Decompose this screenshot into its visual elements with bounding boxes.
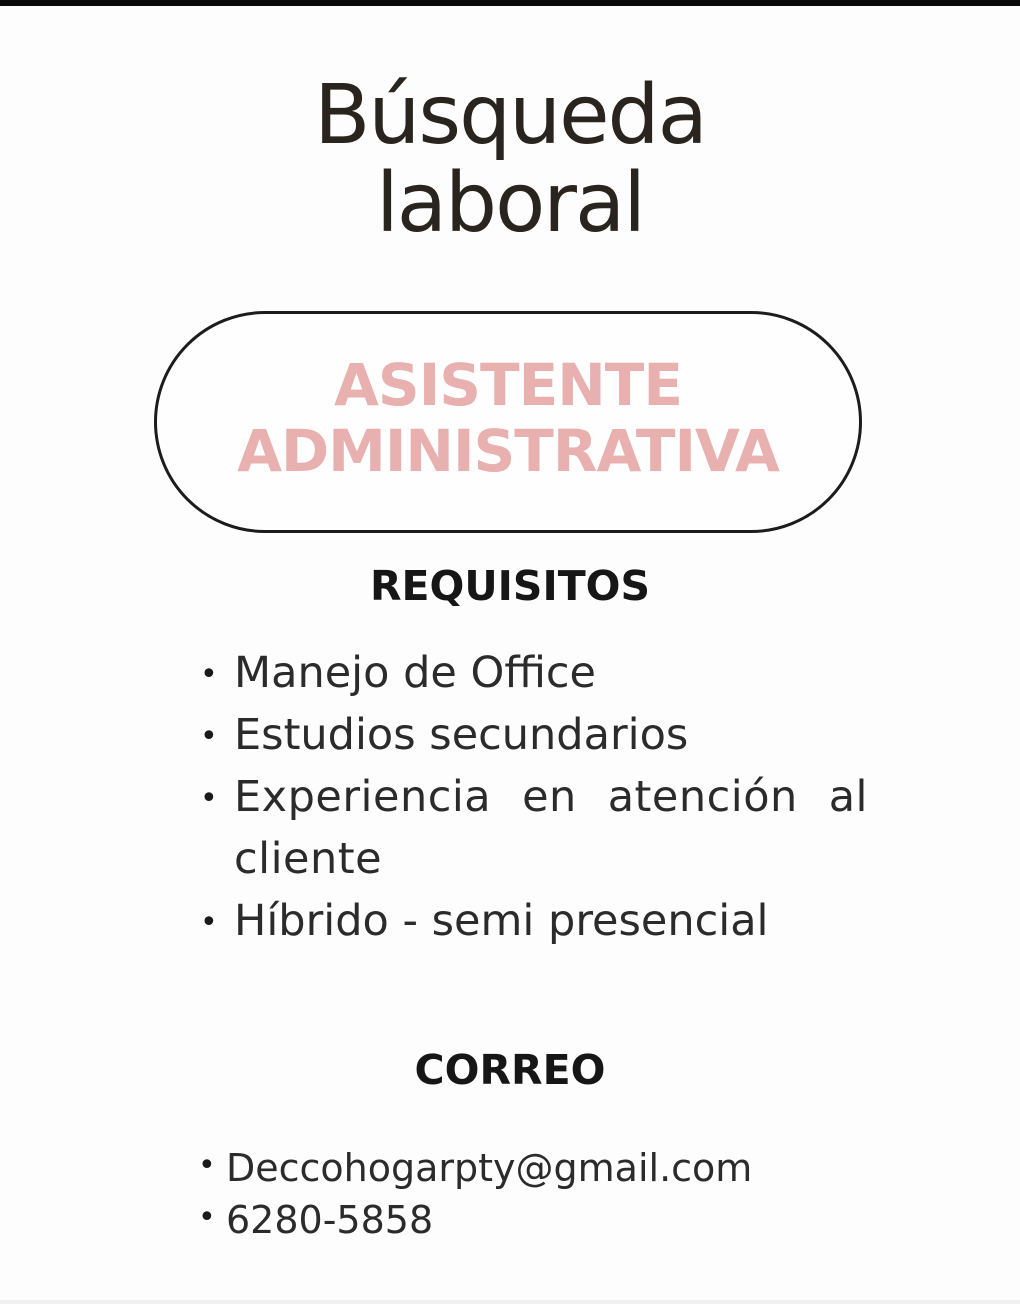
requirements-list (198, 642, 868, 952)
bullet-icon: • (200, 905, 218, 940)
list-item (198, 890, 868, 952)
requirement-text: Manejo de Office (234, 648, 597, 698)
position-title (154, 352, 862, 484)
page-title (0, 68, 1020, 251)
contact-list (196, 1142, 896, 1246)
bullet-icon: • (198, 1200, 216, 1235)
email-address[interactable]: Deccohogarpty@gmail.com (226, 1146, 753, 1190)
title-line-2: laboral (376, 156, 644, 251)
list-item (198, 704, 868, 766)
list-item (196, 1142, 896, 1194)
requirement-text: Experiencia en atención al cliente (234, 772, 868, 884)
position-line-1: ASISTENTE (334, 351, 682, 419)
title-line-1: Búsqueda (314, 68, 706, 163)
requirement-text: Estudios secundarios (234, 710, 689, 760)
phone-number[interactable]: 6280-5858 (226, 1198, 434, 1242)
list-item (198, 766, 868, 890)
position-line-2: ADMINISTRATIVA (237, 417, 779, 485)
top-border (0, 0, 1020, 6)
bullet-icon: • (200, 781, 219, 816)
bullet-icon: • (200, 719, 218, 754)
bullet-icon: • (198, 1148, 216, 1183)
bottom-border (0, 1300, 1020, 1304)
list-item (196, 1194, 896, 1246)
contact-heading: CORREO (414, 1046, 606, 1094)
bullet-icon: • (200, 657, 218, 692)
list-item (198, 642, 868, 704)
requirements-heading: REQUISITOS (369, 562, 651, 610)
requirement-text: Híbrido - semi presencial (234, 896, 769, 946)
